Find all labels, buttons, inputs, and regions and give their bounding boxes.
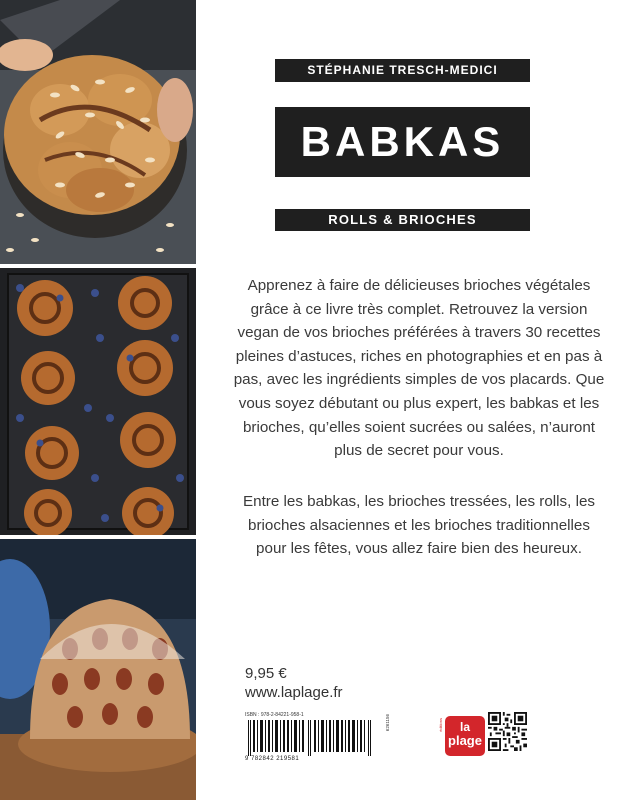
side-code: 6261156 — [385, 714, 390, 732]
barcode — [245, 712, 395, 762]
book-subtitle: ROLLS & BRIOCHES — [275, 209, 530, 231]
book-title: BABKAS — [275, 107, 530, 177]
blurb-paragraph-1: Apprenez à faire de délicieuses brioches végétales grâce à ce livre très complet. Retrouvez la version vegan de vos brioches préférées à travers 30 recettes pleines d’astuces, riches en photographies et en pas à pas, avec les ingrédients simples de vos placards. Que vous soyez débutant ou plus expert, les babkas et les brioches, qu’elles soient sucrées ou salées, n’auront plus de secret pour vous. — [233, 277, 605, 460]
website-link[interactable]: www.laplage.fr — [245, 684, 343, 701]
logo-line-1: la — [459, 720, 470, 734]
editions-label: éditions — [438, 718, 443, 732]
la-plage-logo — [445, 716, 485, 756]
price: 9,95 € — [245, 665, 287, 682]
qr-code-icon[interactable] — [488, 712, 527, 751]
photo-almond-brioche — [0, 0, 196, 264]
isbn-text: ISBN : 978-2-84221-958-1 — [245, 712, 304, 718]
photo-strip — [0, 0, 196, 800]
ean-number: 9 782842 219581 — [245, 756, 300, 762]
photo-bundt-brioche — [0, 539, 196, 800]
photo-blueberry-rolls — [0, 268, 196, 535]
blurb-paragraph-2: Entre les babkas, les brioches tressées, les rolls, les brioches alsaciennes et les brioches traditionnelles pour les fêtes, vous allez faire bien des heureux. — [243, 493, 595, 558]
author-banner: STÉPHANIE TRESCH-MEDICI — [275, 59, 530, 82]
barcode-icon — [248, 720, 378, 756]
logo-line-2: plage — [448, 733, 482, 748]
